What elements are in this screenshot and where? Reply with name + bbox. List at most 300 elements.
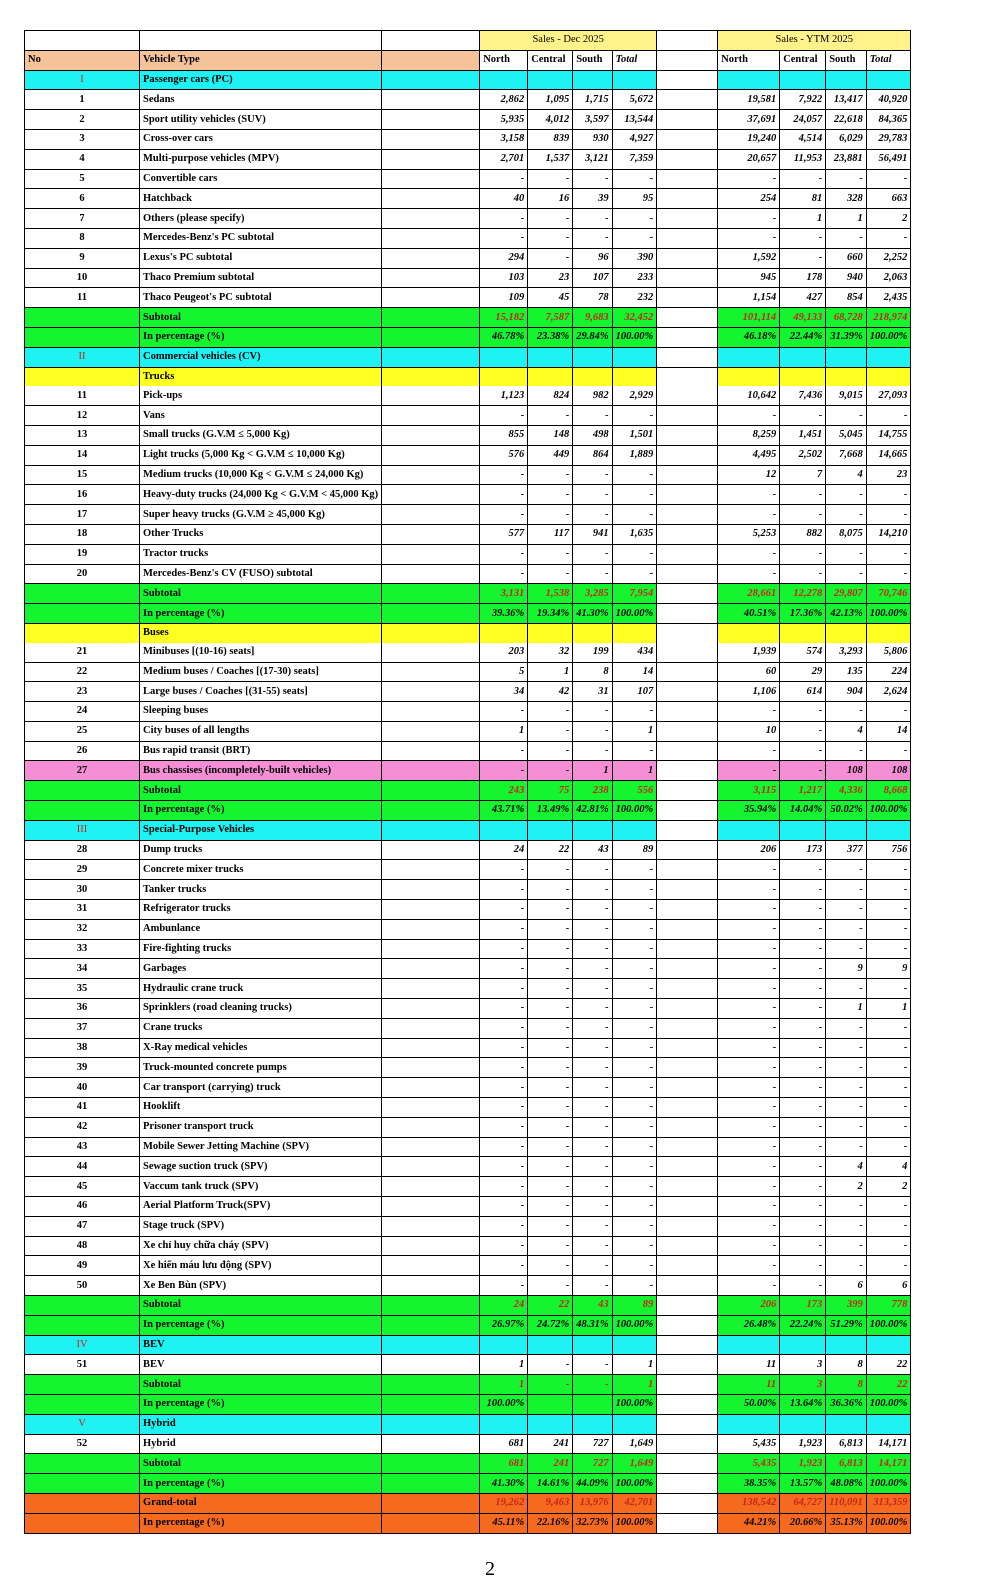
row-blank-cell	[382, 1038, 480, 1058]
ytm-value: 22,618	[826, 110, 867, 130]
dec-value: -	[480, 169, 528, 189]
gap-cell	[657, 1375, 718, 1395]
dec-value: -	[612, 1117, 657, 1137]
dec-value: 556	[612, 781, 657, 801]
dec-value: 577	[480, 524, 528, 544]
data-row	[25, 1177, 911, 1197]
dec-value: 243	[480, 781, 528, 801]
ytm-value: 1,451	[780, 425, 826, 445]
percentage-row	[25, 1394, 911, 1414]
ytm-value: -	[718, 959, 780, 979]
ytm-value: 14.04%	[780, 801, 826, 821]
ytm-value: 574	[780, 643, 826, 662]
ytm-value: -	[826, 860, 867, 880]
ytm-value: -	[718, 979, 780, 999]
row-no: 1	[25, 90, 140, 110]
ytm-value: -	[826, 880, 867, 900]
row-label: Fire-fighting trucks	[140, 939, 382, 959]
ytm-value	[780, 623, 826, 642]
dec-value: -	[480, 999, 528, 1019]
row-blank-cell	[382, 781, 480, 801]
gap-cell	[657, 386, 718, 405]
ytm-value: -	[780, 1058, 826, 1078]
ytm-value: 9	[866, 959, 911, 979]
ytm-value: 135	[826, 662, 867, 682]
dec-value	[528, 1394, 573, 1414]
row-label: Refrigerator trucks	[140, 900, 382, 920]
dec-value: -	[612, 939, 657, 959]
row-no	[25, 327, 140, 347]
ytm-value	[718, 623, 780, 642]
row-blank-cell	[382, 1256, 480, 1276]
dec-value: -	[528, 1038, 573, 1058]
data-row	[25, 268, 911, 288]
row-no: 43	[25, 1137, 140, 1157]
dec-value: -	[528, 465, 573, 485]
row-blank-cell	[382, 1276, 480, 1296]
dec-value: -	[612, 1276, 657, 1296]
row-blank-cell	[382, 860, 480, 880]
gap-cell	[657, 406, 718, 426]
row-no: 14	[25, 445, 140, 465]
row-label: Xe chỉ huy chữa cháy (SPV)	[140, 1236, 382, 1256]
row-no	[25, 1493, 140, 1513]
ytm-value: -	[718, 1038, 780, 1058]
dec-value: -	[573, 900, 612, 920]
row-label: In percentage (%)	[140, 801, 382, 821]
gap-cell	[657, 149, 718, 169]
dec-value: -	[612, 209, 657, 229]
dec-value: -	[612, 1177, 657, 1197]
row-no: 20	[25, 564, 140, 584]
ytm-value: -	[866, 900, 911, 920]
ytm-value: -	[780, 860, 826, 880]
row-blank-cell	[382, 406, 480, 426]
ytm-value: -	[826, 228, 867, 248]
ytm-value: -	[826, 1078, 867, 1098]
data-row	[25, 761, 911, 781]
header-no: No	[25, 50, 140, 70]
dec-value: 7,587	[528, 308, 573, 328]
dec-value: 199	[573, 643, 612, 662]
dec-value: -	[573, 209, 612, 229]
row-label: Vaccum tank truck (SPV)	[140, 1177, 382, 1197]
ytm-value: 29	[780, 662, 826, 682]
subtotal-row	[25, 308, 911, 328]
dec-value: -	[612, 741, 657, 761]
ytm-value: 178	[780, 268, 826, 288]
data-row	[25, 406, 911, 426]
row-label: Heavy-duty trucks (24,000 Kg < G.V.M < 45,000 Kg)	[140, 485, 382, 505]
dec-value: 1,649	[612, 1434, 657, 1454]
gap-cell	[657, 741, 718, 761]
dec-value: -	[573, 544, 612, 564]
row-blank-cell	[382, 1474, 480, 1494]
ytm-value: 882	[780, 524, 826, 544]
dec-value: 43	[573, 840, 612, 860]
row-no: 48	[25, 1236, 140, 1256]
ytm-value: -	[718, 919, 780, 939]
row-blank-cell	[382, 1414, 480, 1434]
row-no: 17	[25, 505, 140, 525]
dec-value: -	[573, 702, 612, 722]
ytm-value: 3	[780, 1355, 826, 1375]
ytm-value: 40,920	[866, 90, 911, 110]
dec-value	[573, 70, 612, 90]
dec-value: 24	[480, 840, 528, 860]
header-blank-cell	[25, 31, 140, 51]
header-col: North	[718, 50, 780, 70]
row-no: 28	[25, 840, 140, 860]
row-no: 18	[25, 524, 140, 544]
gap-cell	[657, 1137, 718, 1157]
dec-value: -	[480, 741, 528, 761]
dec-value: 100.00%	[480, 1394, 528, 1414]
ytm-value: -	[826, 169, 867, 189]
row-blank-cell	[382, 741, 480, 761]
gap-cell	[657, 919, 718, 939]
ytm-value: 11	[718, 1355, 780, 1375]
ytm-value: 20.66%	[780, 1513, 826, 1533]
ytm-value: -	[718, 1177, 780, 1197]
row-blank-cell	[382, 1454, 480, 1474]
dec-value: -	[573, 741, 612, 761]
data-row	[25, 485, 911, 505]
dec-value: -	[573, 1117, 612, 1137]
row-blank-cell	[382, 1434, 480, 1454]
row-label: Crane trucks	[140, 1018, 382, 1038]
dec-value: 26.97%	[480, 1315, 528, 1335]
ytm-value	[866, 1414, 911, 1434]
ytm-value: -	[718, 1256, 780, 1276]
dec-value: 16	[528, 189, 573, 209]
dec-value: -	[573, 228, 612, 248]
dec-value: -	[573, 1098, 612, 1118]
row-no: 47	[25, 1216, 140, 1236]
row-label: Tanker trucks	[140, 880, 382, 900]
dec-value: -	[528, 939, 573, 959]
data-row	[25, 90, 911, 110]
dec-value: -	[480, 406, 528, 426]
ytm-value: -	[826, 919, 867, 939]
dec-value: 1	[612, 761, 657, 781]
row-no: 21	[25, 643, 140, 662]
dec-value: -	[573, 1256, 612, 1276]
gap-cell	[657, 1117, 718, 1137]
dec-value	[612, 367, 657, 386]
ytm-value: -	[780, 702, 826, 722]
row-blank-cell	[382, 721, 480, 741]
dec-value: 1	[612, 1355, 657, 1375]
ytm-value: -	[826, 741, 867, 761]
dec-value: -	[612, 1098, 657, 1118]
ytm-value: 4,336	[826, 781, 867, 801]
row-no	[25, 1454, 140, 1474]
data-row	[25, 959, 911, 979]
dec-value: 32,452	[612, 308, 657, 328]
ytm-value: 1,923	[780, 1434, 826, 1454]
dec-value: -	[612, 900, 657, 920]
dec-value: 681	[480, 1434, 528, 1454]
gap-cell	[657, 110, 718, 130]
dec-value: -	[528, 1058, 573, 1078]
data-row	[25, 721, 911, 741]
row-no: 7	[25, 209, 140, 229]
dec-value: 1,889	[612, 445, 657, 465]
row-label: Bus rapid transit (BRT)	[140, 741, 382, 761]
dec-value: 498	[573, 425, 612, 445]
gap-cell	[657, 1018, 718, 1038]
dec-value: -	[480, 228, 528, 248]
ytm-value: -	[866, 505, 911, 525]
gap-cell	[657, 682, 718, 702]
gap-cell	[657, 1394, 718, 1414]
ytm-value: 1	[826, 999, 867, 1019]
dec-value	[573, 367, 612, 386]
data-row	[25, 840, 911, 860]
data-row	[25, 1216, 911, 1236]
ytm-value: 12	[718, 465, 780, 485]
dec-value: 31	[573, 682, 612, 702]
ytm-value: 1	[780, 209, 826, 229]
ytm-value: -	[718, 1018, 780, 1038]
dec-value	[528, 1335, 573, 1355]
dec-value: 42.81%	[573, 801, 612, 821]
ytm-value: -	[866, 1058, 911, 1078]
dec-value: 233	[612, 268, 657, 288]
dec-value: -	[573, 939, 612, 959]
dec-value: -	[528, 741, 573, 761]
ytm-value: 5,435	[718, 1454, 780, 1474]
dec-value	[528, 70, 573, 90]
section-row	[25, 347, 911, 367]
gap-cell	[657, 31, 718, 51]
ytm-value: 27,093	[866, 386, 911, 405]
dec-value: 23.38%	[528, 327, 573, 347]
ytm-value	[780, 70, 826, 90]
gap-cell	[657, 1454, 718, 1474]
dec-value: 727	[573, 1454, 612, 1474]
ytm-value: 2	[826, 1177, 867, 1197]
dec-value: 100.00%	[612, 1474, 657, 1494]
dec-value: -	[573, 1197, 612, 1217]
ytm-value: -	[780, 1256, 826, 1276]
dec-value: 1	[480, 1355, 528, 1375]
ytm-value: -	[826, 702, 867, 722]
ytm-value: 56,491	[866, 149, 911, 169]
ytm-value	[718, 1335, 780, 1355]
ytm-value: -	[718, 1216, 780, 1236]
row-label: Subtotal	[140, 781, 382, 801]
dec-value: 941	[573, 524, 612, 544]
row-no: 15	[25, 465, 140, 485]
row-blank-cell	[382, 1493, 480, 1513]
dec-value: 100.00%	[612, 327, 657, 347]
dec-value: -	[612, 919, 657, 939]
ytm-value: -	[718, 1137, 780, 1157]
data-row	[25, 1058, 911, 1078]
ytm-value: 4	[866, 1157, 911, 1177]
dec-value: 43.71%	[480, 801, 528, 821]
dec-value: -	[528, 979, 573, 999]
ytm-value: 6	[826, 1276, 867, 1296]
dec-value	[612, 1414, 657, 1434]
ytm-value: 22	[866, 1355, 911, 1375]
dec-value: 1,537	[528, 149, 573, 169]
dec-value: 8	[573, 662, 612, 682]
ytm-value: 64,727	[780, 1493, 826, 1513]
dec-value	[528, 820, 573, 840]
ytm-value: -	[718, 544, 780, 564]
row-label: Special-Purpose Vehicles	[140, 820, 382, 840]
row-blank-cell	[382, 268, 480, 288]
ytm-value: 24,057	[780, 110, 826, 130]
dec-value: 1,123	[480, 386, 528, 405]
dec-value: -	[480, 209, 528, 229]
row-label: Ambunlance	[140, 919, 382, 939]
section-row	[25, 70, 911, 90]
ytm-value: 100.00%	[866, 1394, 911, 1414]
gap-cell	[657, 1474, 718, 1494]
data-row	[25, 702, 911, 722]
gap-cell	[657, 1256, 718, 1276]
dec-value: 24	[480, 1296, 528, 1316]
dec-value: -	[480, 860, 528, 880]
ytm-value: -	[780, 880, 826, 900]
ytm-value	[826, 367, 867, 386]
dec-value: -	[480, 1276, 528, 1296]
row-label: Vans	[140, 406, 382, 426]
dec-value: -	[528, 1177, 573, 1197]
ytm-value: 940	[826, 268, 867, 288]
gap-cell	[657, 1058, 718, 1078]
gap-cell	[657, 999, 718, 1019]
ytm-value: -	[780, 959, 826, 979]
ytm-value	[866, 70, 911, 90]
row-blank-cell	[382, 1137, 480, 1157]
dec-value	[480, 1414, 528, 1434]
gap-cell	[657, 1197, 718, 1217]
ytm-value: 14,171	[866, 1454, 911, 1474]
gap-cell	[657, 604, 718, 624]
dec-value: -	[573, 505, 612, 525]
ytm-value: -	[718, 406, 780, 426]
ytm-value: 36.36%	[826, 1394, 867, 1414]
ytm-value: 37,691	[718, 110, 780, 130]
dec-value: -	[528, 248, 573, 268]
gap-cell	[657, 1414, 718, 1434]
ytm-value: 14	[866, 721, 911, 741]
data-row	[25, 1038, 911, 1058]
gap-cell	[657, 485, 718, 505]
ytm-value: -	[780, 1276, 826, 1296]
dec-value: -	[480, 761, 528, 781]
dec-value	[612, 1335, 657, 1355]
row-no: 38	[25, 1038, 140, 1058]
ytm-value: -	[718, 209, 780, 229]
row-label: In percentage (%)	[140, 1394, 382, 1414]
row-label: Thaco Premium subtotal	[140, 268, 382, 288]
row-label: Medium trucks (10,000 Kg < G.V.M ≤ 24,000 Kg)	[140, 465, 382, 485]
ytm-value: -	[780, 1117, 826, 1137]
row-label: Subtotal	[140, 1454, 382, 1474]
ytm-value: -	[780, 169, 826, 189]
dec-value: 4,927	[612, 129, 657, 149]
gap-cell	[657, 505, 718, 525]
data-row	[25, 939, 911, 959]
ytm-value: 60	[718, 662, 780, 682]
ytm-value: 7,922	[780, 90, 826, 110]
vehicle-sales-table	[24, 30, 911, 1534]
row-blank-cell	[382, 880, 480, 900]
subtotal-row	[25, 1296, 911, 1316]
ytm-value	[718, 347, 780, 367]
data-row	[25, 288, 911, 308]
dec-value: -	[528, 228, 573, 248]
row-no: 19	[25, 544, 140, 564]
dec-value: -	[573, 860, 612, 880]
group-row	[25, 623, 911, 642]
ytm-value: 22.44%	[780, 327, 826, 347]
dec-value	[528, 623, 573, 642]
dec-value	[528, 367, 573, 386]
ytm-value: 7,436	[780, 386, 826, 405]
ytm-value: 614	[780, 682, 826, 702]
dec-value: 32	[528, 643, 573, 662]
dec-value: -	[528, 169, 573, 189]
ytm-value: 9,015	[826, 386, 867, 405]
dec-value	[573, 820, 612, 840]
row-blank-cell	[382, 801, 480, 821]
ytm-value: -	[718, 939, 780, 959]
dec-value: 1,095	[528, 90, 573, 110]
page-number: 2	[485, 1558, 495, 1580]
ytm-value: 2,435	[866, 288, 911, 308]
row-no: III	[25, 820, 140, 840]
gap-cell	[657, 584, 718, 604]
dec-value: -	[612, 1157, 657, 1177]
ytm-value	[718, 1414, 780, 1434]
ytm-value: 110,091	[826, 1493, 867, 1513]
ytm-value: 40.51%	[718, 604, 780, 624]
dec-value: 40	[480, 189, 528, 209]
ytm-value: 313,359	[866, 1493, 911, 1513]
row-no: 50	[25, 1276, 140, 1296]
ytm-value	[718, 367, 780, 386]
dec-value: -	[480, 485, 528, 505]
dec-value	[480, 820, 528, 840]
dec-value: -	[480, 1117, 528, 1137]
ytm-value: 2	[866, 209, 911, 229]
ytm-value: -	[780, 761, 826, 781]
ytm-value: -	[866, 1038, 911, 1058]
dec-value: 3,597	[573, 110, 612, 130]
ytm-value	[826, 70, 867, 90]
dec-value: -	[573, 1375, 612, 1395]
dec-value: -	[612, 505, 657, 525]
ytm-value: 68,728	[826, 308, 867, 328]
ytm-value: -	[866, 1236, 911, 1256]
dec-value: -	[573, 959, 612, 979]
ytm-value: -	[866, 939, 911, 959]
dec-value	[528, 1414, 573, 1434]
ytm-value: -	[718, 702, 780, 722]
row-label: City buses of all lengths	[140, 721, 382, 741]
dec-value: -	[573, 721, 612, 741]
ytm-value: 224	[866, 662, 911, 682]
row-label: Xe Ben Bùn (SPV)	[140, 1276, 382, 1296]
row-label: Bus chassises (incompletely-built vehicles)	[140, 761, 382, 781]
